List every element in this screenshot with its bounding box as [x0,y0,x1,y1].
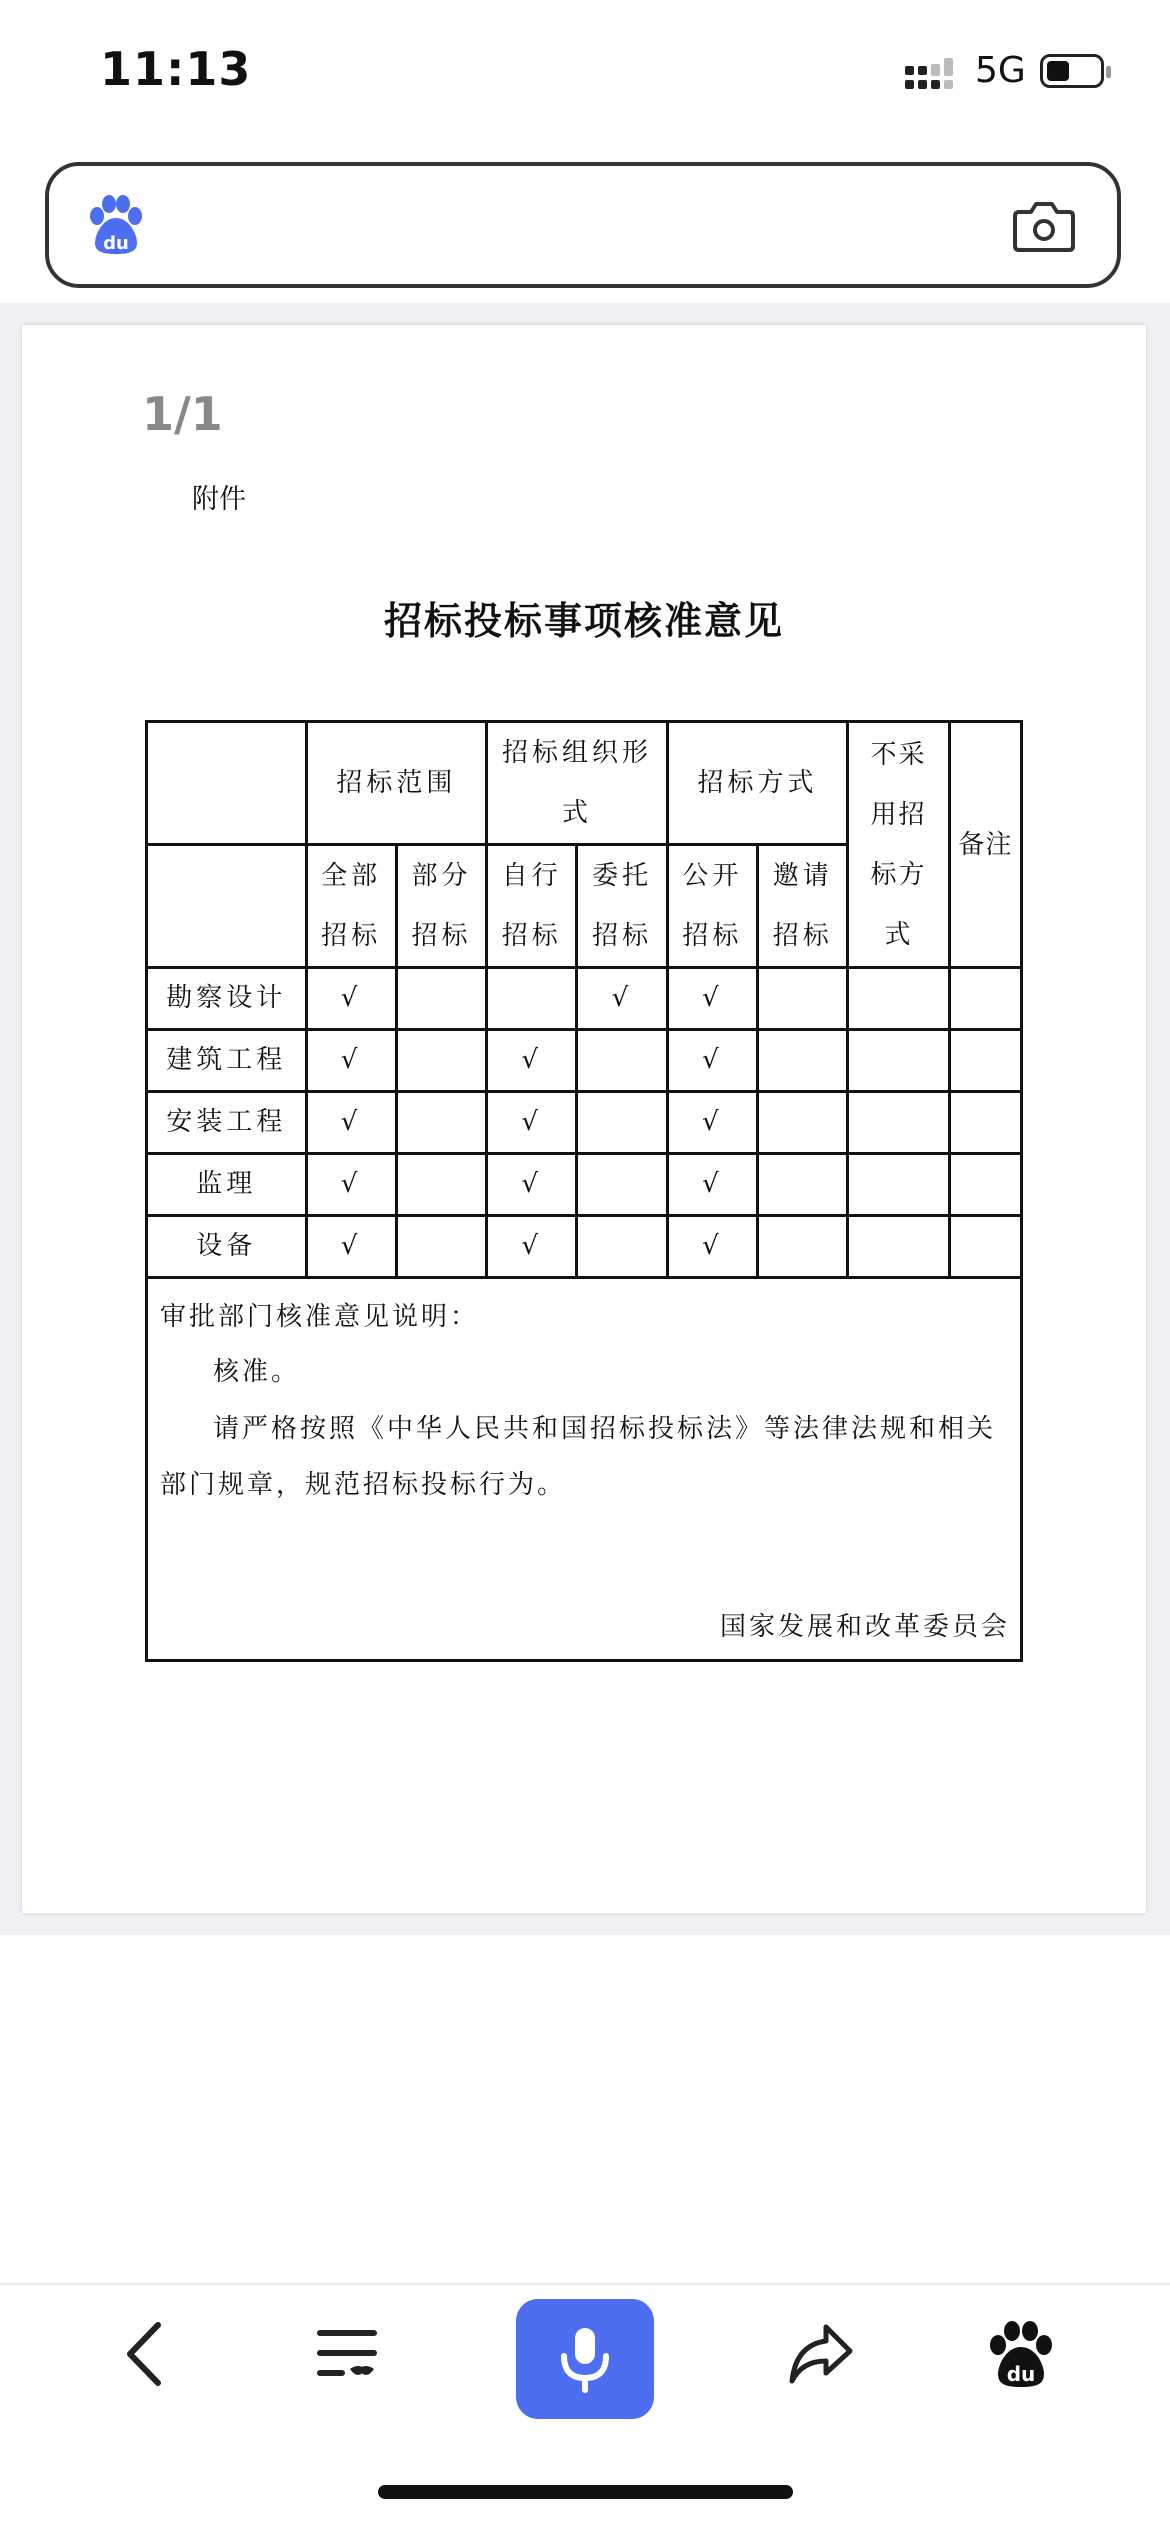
table-cell: √ [306,1154,396,1216]
table-row [147,1092,1022,1154]
table-cell: √ [306,1092,396,1154]
header-row-1 [147,722,1022,845]
table-cell [848,1030,949,1092]
table-cell [848,1216,949,1278]
remarks-cell [147,1278,1022,1661]
menu-icon[interactable] [312,2319,382,2389]
header-no-bidding: 不采用招标方式 [848,722,949,968]
table-cell [949,1154,1021,1216]
battery-icon [1040,54,1104,88]
table-cell: √ [306,1216,396,1278]
table-cell [487,968,577,1030]
approval-table [145,720,1023,1662]
header-scope: 招标范围 [306,722,487,845]
table-cell [396,1216,486,1278]
row-label: 安装工程 [147,1092,307,1154]
page-indicator: 1/1 [142,387,223,441]
row-label: 勘察设计 [147,968,307,1030]
camera-icon[interactable] [1013,198,1075,254]
status-time: 11:13 [100,42,252,96]
status-bar [0,0,1170,150]
table-cell [758,1030,848,1092]
signal-icon [905,58,957,94]
table-cell [396,968,486,1030]
table-cell: √ [667,1154,757,1216]
table-cell: √ [487,1154,577,1216]
table-cell [949,1216,1021,1278]
svg-text:du: du [1006,2362,1036,2386]
table-cell: √ [306,1030,396,1092]
table-cell [848,968,949,1030]
header-method: 招标方式 [667,722,848,845]
table-cell [848,1092,949,1154]
remarks-signature: 国家发展和改革委员会 [719,1612,1010,1642]
header-empty [147,722,307,845]
table-cell [758,1216,848,1278]
subheader-cell: 自行招标 [487,845,577,968]
remarks-row [147,1278,1022,1661]
header-remarks: 备注 [949,722,1021,968]
baidu-paw-icon [85,194,147,256]
bottom-nav [0,2283,1170,2534]
row-label: 设备 [147,1216,307,1278]
table-cell: √ [577,968,667,1030]
home-indicator[interactable] [378,2485,793,2499]
network-type: 5G [975,50,1026,91]
remarks-heading: 审批部门核准意见说明： [160,1302,480,1332]
table-row [147,1154,1022,1216]
table-cell [577,1154,667,1216]
table-cell: √ [667,968,757,1030]
back-icon[interactable] [112,2319,182,2389]
table-cell [396,1030,486,1092]
table-cell [758,968,848,1030]
search-input[interactable] [169,196,1023,258]
subheader-cell: 邀请招标 [758,845,848,968]
header-organization: 招标组织形式 [487,722,668,845]
table-cell: √ [487,1030,577,1092]
svg-text:du: du [103,233,129,254]
share-icon[interactable] [786,2319,856,2389]
table-cell [577,1030,667,1092]
document-page [22,325,1146,1913]
voice-search-button[interactable] [516,2299,654,2419]
subheader-cell: 部分招标 [396,845,486,968]
table-row [147,968,1022,1030]
table-cell [577,1092,667,1154]
table-cell [949,1030,1021,1092]
table-cell: √ [487,1092,577,1154]
document-title: 招标投标事项核准意见 [383,599,784,643]
table-cell [949,968,1021,1030]
row-label: 监理 [147,1154,307,1216]
row-label: 建筑工程 [147,1030,307,1092]
table-row [147,1030,1022,1092]
table-cell: √ [306,968,396,1030]
table-cell [396,1092,486,1154]
subheader-cell: 全部招标 [306,845,396,968]
document-viewer[interactable] [0,303,1170,1935]
subheader-cell: 公开招标 [667,845,757,968]
table-cell [577,1216,667,1278]
microphone-icon [550,2324,620,2394]
table-cell: √ [667,1030,757,1092]
remarks-approval: 核准。 [213,1357,301,1387]
table-cell: √ [667,1216,757,1278]
table-cell [949,1092,1021,1154]
table-row [147,1216,1022,1278]
table-cell [758,1092,848,1154]
subheader-cell: 委托招标 [577,845,667,968]
table-cell [848,1154,949,1216]
attachment-label: 附件 [192,484,246,515]
table-cell: √ [667,1092,757,1154]
header-empty [147,845,307,968]
table-cell: √ [487,1216,577,1278]
search-bar[interactable] [45,162,1121,288]
remarks-instruction: 请严格按照《中华人民共和国招标投标法》等法律法规和相关部门规章，规范招标投标行为。 [160,1414,997,1500]
table-cell [758,1154,848,1216]
battery-tip [1106,66,1111,78]
battery-level [1047,61,1069,81]
table-cell [396,1154,486,1216]
baidu-icon[interactable] [986,2319,1056,2389]
